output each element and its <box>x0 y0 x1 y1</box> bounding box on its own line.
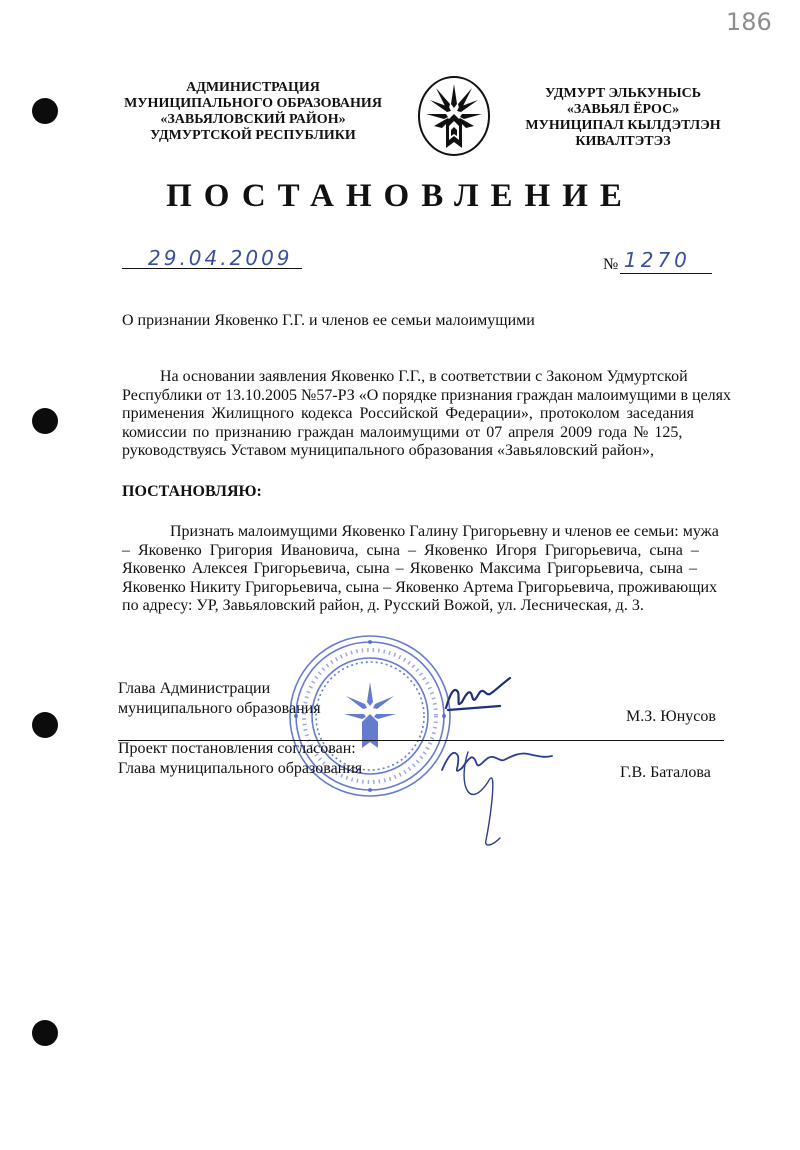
basis-line: комиссии по признанию граждан малоимущими от 07 апреля 2009 года № 125, <box>122 423 683 441</box>
header-right-line: КИВАЛТЭТЭЗ <box>575 134 671 149</box>
punch-hole-3 <box>32 712 58 738</box>
handwritten-date: 29.04.2009 <box>148 246 293 270</box>
decision-line: – Яковенко Григория Ивановича, сына – Яковенко Игоря Григорьевича, сына – <box>122 541 699 559</box>
header-left-line: УДМУРТСКОЙ РЕСПУБЛИКИ <box>150 128 356 143</box>
header-left-line: МУНИЦИПАЛЬНОГО ОБРАЗОВАНИЯ <box>124 96 382 111</box>
handwritten-signature-icon <box>440 674 520 718</box>
decision-line: Яковенко Никиту Григорьевича, сына – Яковенко Артема Григорьевича, проживающих <box>122 578 718 596</box>
punch-hole-2 <box>32 408 58 434</box>
decision-line: по адресу: УР, Завьяловский район, д. Русский Вожой, ул. Лесническая, д. 3. <box>122 597 644 614</box>
header-left <box>118 80 388 144</box>
decree-word: ПОСТАНОВЛЯЮ: <box>122 483 262 500</box>
basis-line: На основании заявления Яковенко Г.Г., в соответствии с Законом Удмуртской <box>160 368 688 385</box>
signatory1-position-line1: Глава Администрации <box>118 680 271 697</box>
approval-name: Г.В. Баталова <box>620 764 711 781</box>
header-right <box>506 86 740 150</box>
basis-paragraph <box>122 368 742 461</box>
number-label: № <box>603 256 619 273</box>
handwritten-signature-icon <box>428 722 568 862</box>
signature-1 <box>440 674 520 718</box>
number-underline <box>620 273 712 274</box>
punch-hole-1 <box>32 98 58 124</box>
basis-line: руководствуясь Уставом муниципального образования «Завьяловский район», <box>122 442 654 459</box>
header-left-line: АДМИНИСТРАЦИЯ <box>186 80 320 95</box>
approval-line1: Проект постановления согласован: <box>118 740 356 757</box>
document-title: ПОСТАНОВЛЕНИЕ <box>166 178 634 214</box>
handwritten-page-number: 186 <box>726 8 772 36</box>
date-underline <box>122 268 302 269</box>
signature-2 <box>428 722 568 862</box>
header-right-line: «ЗАВЬЯЛ ЁРОС» <box>566 102 680 117</box>
basis-line: Республики от 13.10.2005 №57-РЗ «О порядке признания граждан малоимущими в целях <box>122 386 732 404</box>
basis-line: применения Жилищного кодекса Российской Федерации», протоколом заседания <box>122 405 694 422</box>
decision-line: Яковенко Алексея Григорьевича, сына – Яковенко Максима Григорьевича, сына – <box>122 560 697 577</box>
coat-of-arms-emblem <box>416 74 492 158</box>
header-right-line: УДМУРТ ЭЛЬКУНЫСЬ <box>545 86 701 101</box>
handwritten-number: 1270 <box>624 248 691 272</box>
signatory1-position-line2: муниципального образования <box>118 700 321 717</box>
punch-hole-4 <box>32 1020 58 1046</box>
header-left-line: «ЗАВЬЯЛОВСКИЙ РАЙОН» <box>160 112 346 127</box>
decision-paragraph <box>122 523 742 616</box>
decision-line: Признать малоимущими Яковенко Галину Григорьевну и членов ее семьи: мужа <box>170 523 719 540</box>
document-subject: О признании Яковенко Г.Г. и членов ее семьи малоимущими <box>122 312 535 329</box>
header-right-line: МУНИЦИПАЛ КЫЛДЭТЛЭН <box>525 118 721 133</box>
signatory1-name: М.З. Юнусов <box>626 708 716 725</box>
approval-line2: Глава муниципального образования <box>118 760 363 777</box>
emblem-icon <box>416 74 492 158</box>
